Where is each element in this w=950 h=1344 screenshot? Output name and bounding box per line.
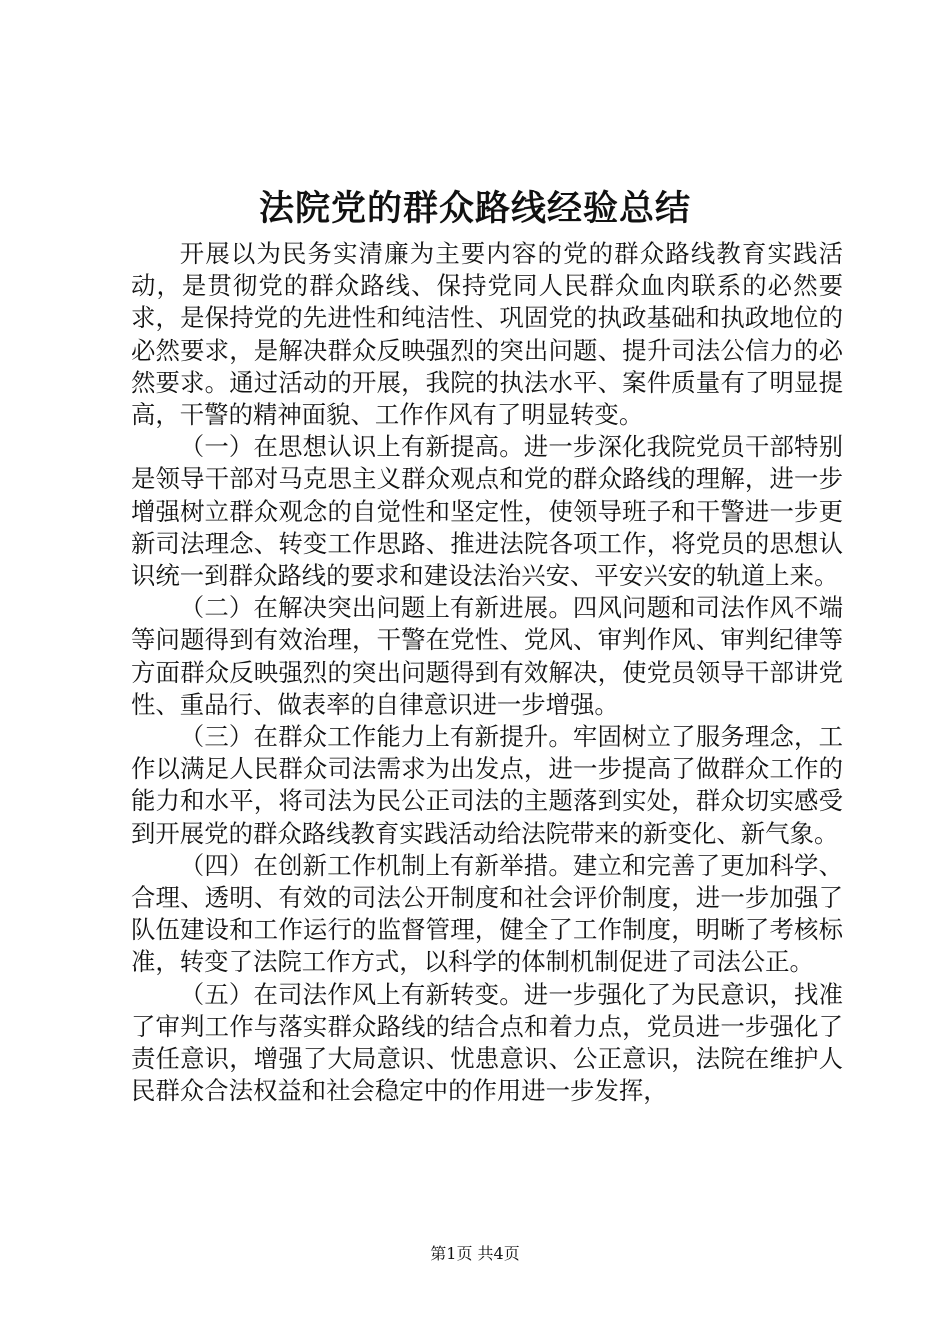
paragraph-section-5: （五）在司法作风上有新转变。进一步强化了为民意识，找准了审判工作与落实群众路线的结合点和着力点，党员进一步强化了责任意识，增强了大局意识、忧患意识、公正意识，法院在维护人民群众合法权益和社会稳定中的作用进一步发挥， (131, 979, 843, 1106)
document-body (131, 238, 843, 1107)
paragraph-intro: 开展以为民务实清廉为主要内容的党的群众路线教育实践活动，是贯彻党的群众路线、保持党同人民群众血肉联系的必然要求，是保持党的先进性和纯洁性、巩固党的执政基础和执政地位的必然要求，是解决群众反映强烈的突出问题、提升司法公信力的必然要求。通过活动的开展，我院的执法水平、案件质量有了明显提高，干警的精神面貌、工作作风有了明显转变。 (131, 239, 843, 430)
document-title: 法院党的群众路线经验总结 (258, 188, 691, 229)
page-number-footer: 第1页 共4页 (430, 1244, 520, 1263)
paragraph-section-3: （三）在群众工作能力上有新提升。牢固树立了服务理念，工作以满足人民群众司法需求为出发点，进一步提高了做群众工作的能力和水平，将司法为民公正司法的主题落到实处，群众切实感受到开展党的群众路线教育实践活动给法院带来的新变化、新气象。 (131, 722, 843, 848)
paragraph-section-4: （四）在创新工作机制上有新举措。建立和完善了更加科学、合理、透明、有效的司法公开制度和社会评价制度，进一步加强了队伍建设和工作运行的监督管理，健全了工作制度，明晰了考核标准，转变了法院工作方式，以科学的体制机制促进了司法公正。 (131, 850, 843, 977)
paragraph-section-1: （一）在思想认识上有新提高。进一步深化我院党员干部特别是领导干部对马克思主义群众观点和党的群众路线的理解，进一步增强树立群众观念的自觉性和坚定性，使领导班子和干警进一步更新司法理念、转变工作思路、推进法院各项工作，将党员的思想认识统一到群众路线的要求和建设法治兴安、平安兴安的轨道上来。 (131, 432, 843, 591)
paragraph-section-2: （二）在解决突出问题上有新进展。四风问题和司法作风不端等问题得到有效治理，干警在党性、党风、审判作风、审判纪律等方面群众反映强烈的突出问题得到有效解决，使党员领导干部讲党性、重品行、做表率的自律意识进一步增强。 (131, 593, 843, 719)
